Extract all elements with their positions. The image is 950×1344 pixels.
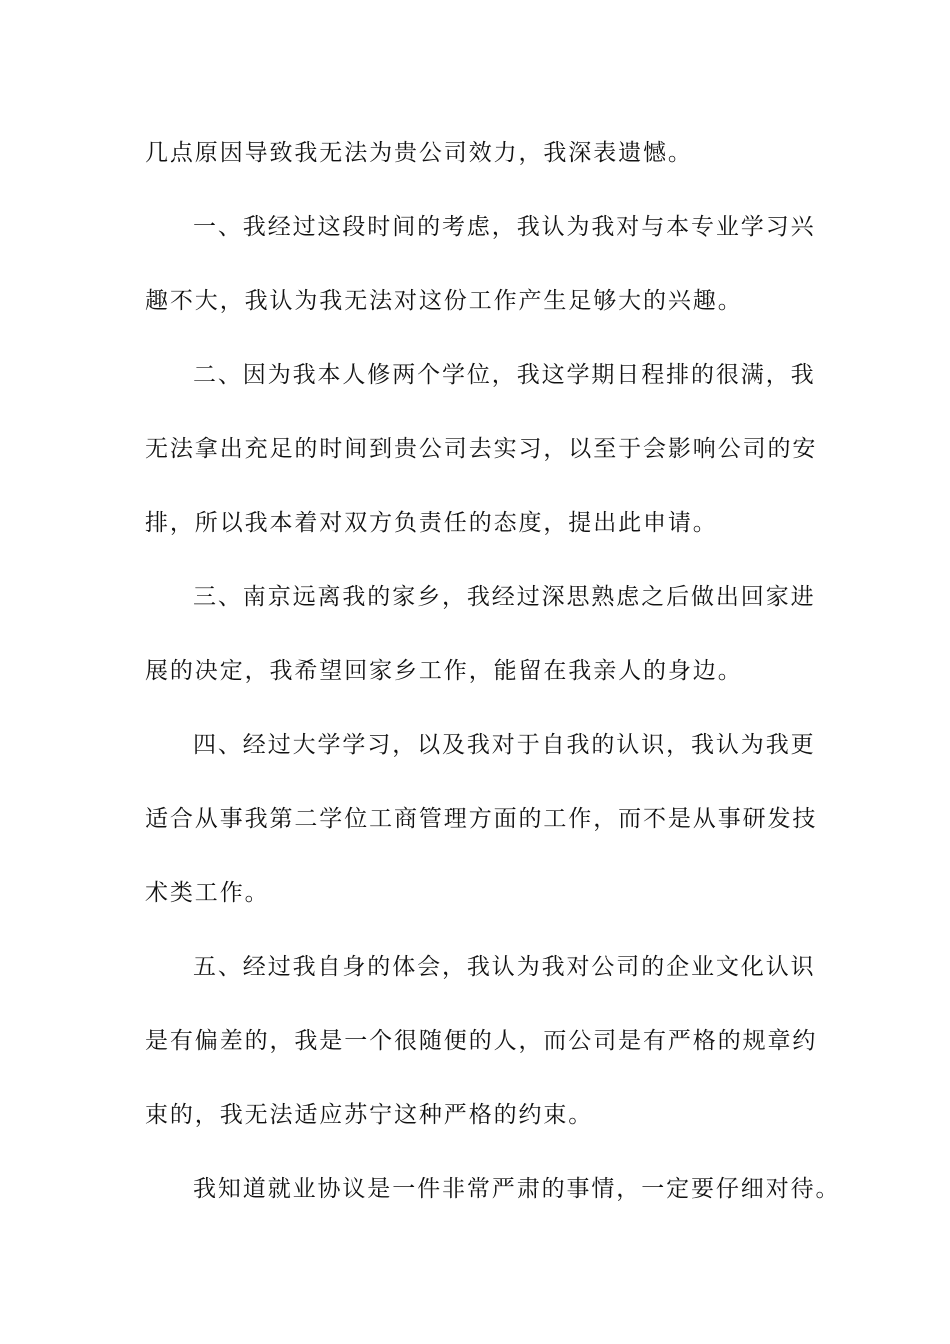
document-body [145, 125, 841, 1235]
text-line: 无法拿出充足的时间到贵公司去实习，以至于会影响公司的安 [145, 436, 818, 462]
text-line: 五、经过我自身的体会，我认为我对公司的企业文化认识 [193, 954, 816, 980]
text-line: 是有偏差的，我是一个很随便的人，而公司是有严格的规章约 [145, 1028, 818, 1054]
text-line: 几点原因导致我无法为贵公司效力，我深表遗憾。 [145, 140, 693, 166]
text-line: 我知道就业协议是一件非常严肃的事情，一定要仔细对待。 [193, 1176, 841, 1202]
text-line: 排，所以我本着对双方负责任的态度，提出此申请。 [145, 510, 718, 536]
text-line: 二、因为我本人修两个学位，我这学期日程排的很满，我 [193, 362, 816, 388]
text-line: 三、南京远离我的家乡，我经过深思熟虑之后做出回家进 [193, 584, 816, 610]
text-line: 一、我经过这段时间的考虑，我认为我对与本专业学习兴 [193, 214, 816, 240]
text-line: 束的，我无法适应苏宁这种严格的约束。 [145, 1102, 594, 1128]
text-line: 趣不大，我认为我无法对这份工作产生足够大的兴趣。 [145, 288, 743, 314]
text-line: 四、经过大学学习，以及我对于自我的认识，我认为我更 [193, 732, 816, 758]
text-line: 术类工作。 [145, 880, 270, 906]
text-line: 展的决定，我希望回家乡工作，能留在我亲人的身边。 [145, 658, 743, 684]
text-line: 适合从事我第二学位工商管理方面的工作，而不是从事研发技 [145, 806, 818, 832]
